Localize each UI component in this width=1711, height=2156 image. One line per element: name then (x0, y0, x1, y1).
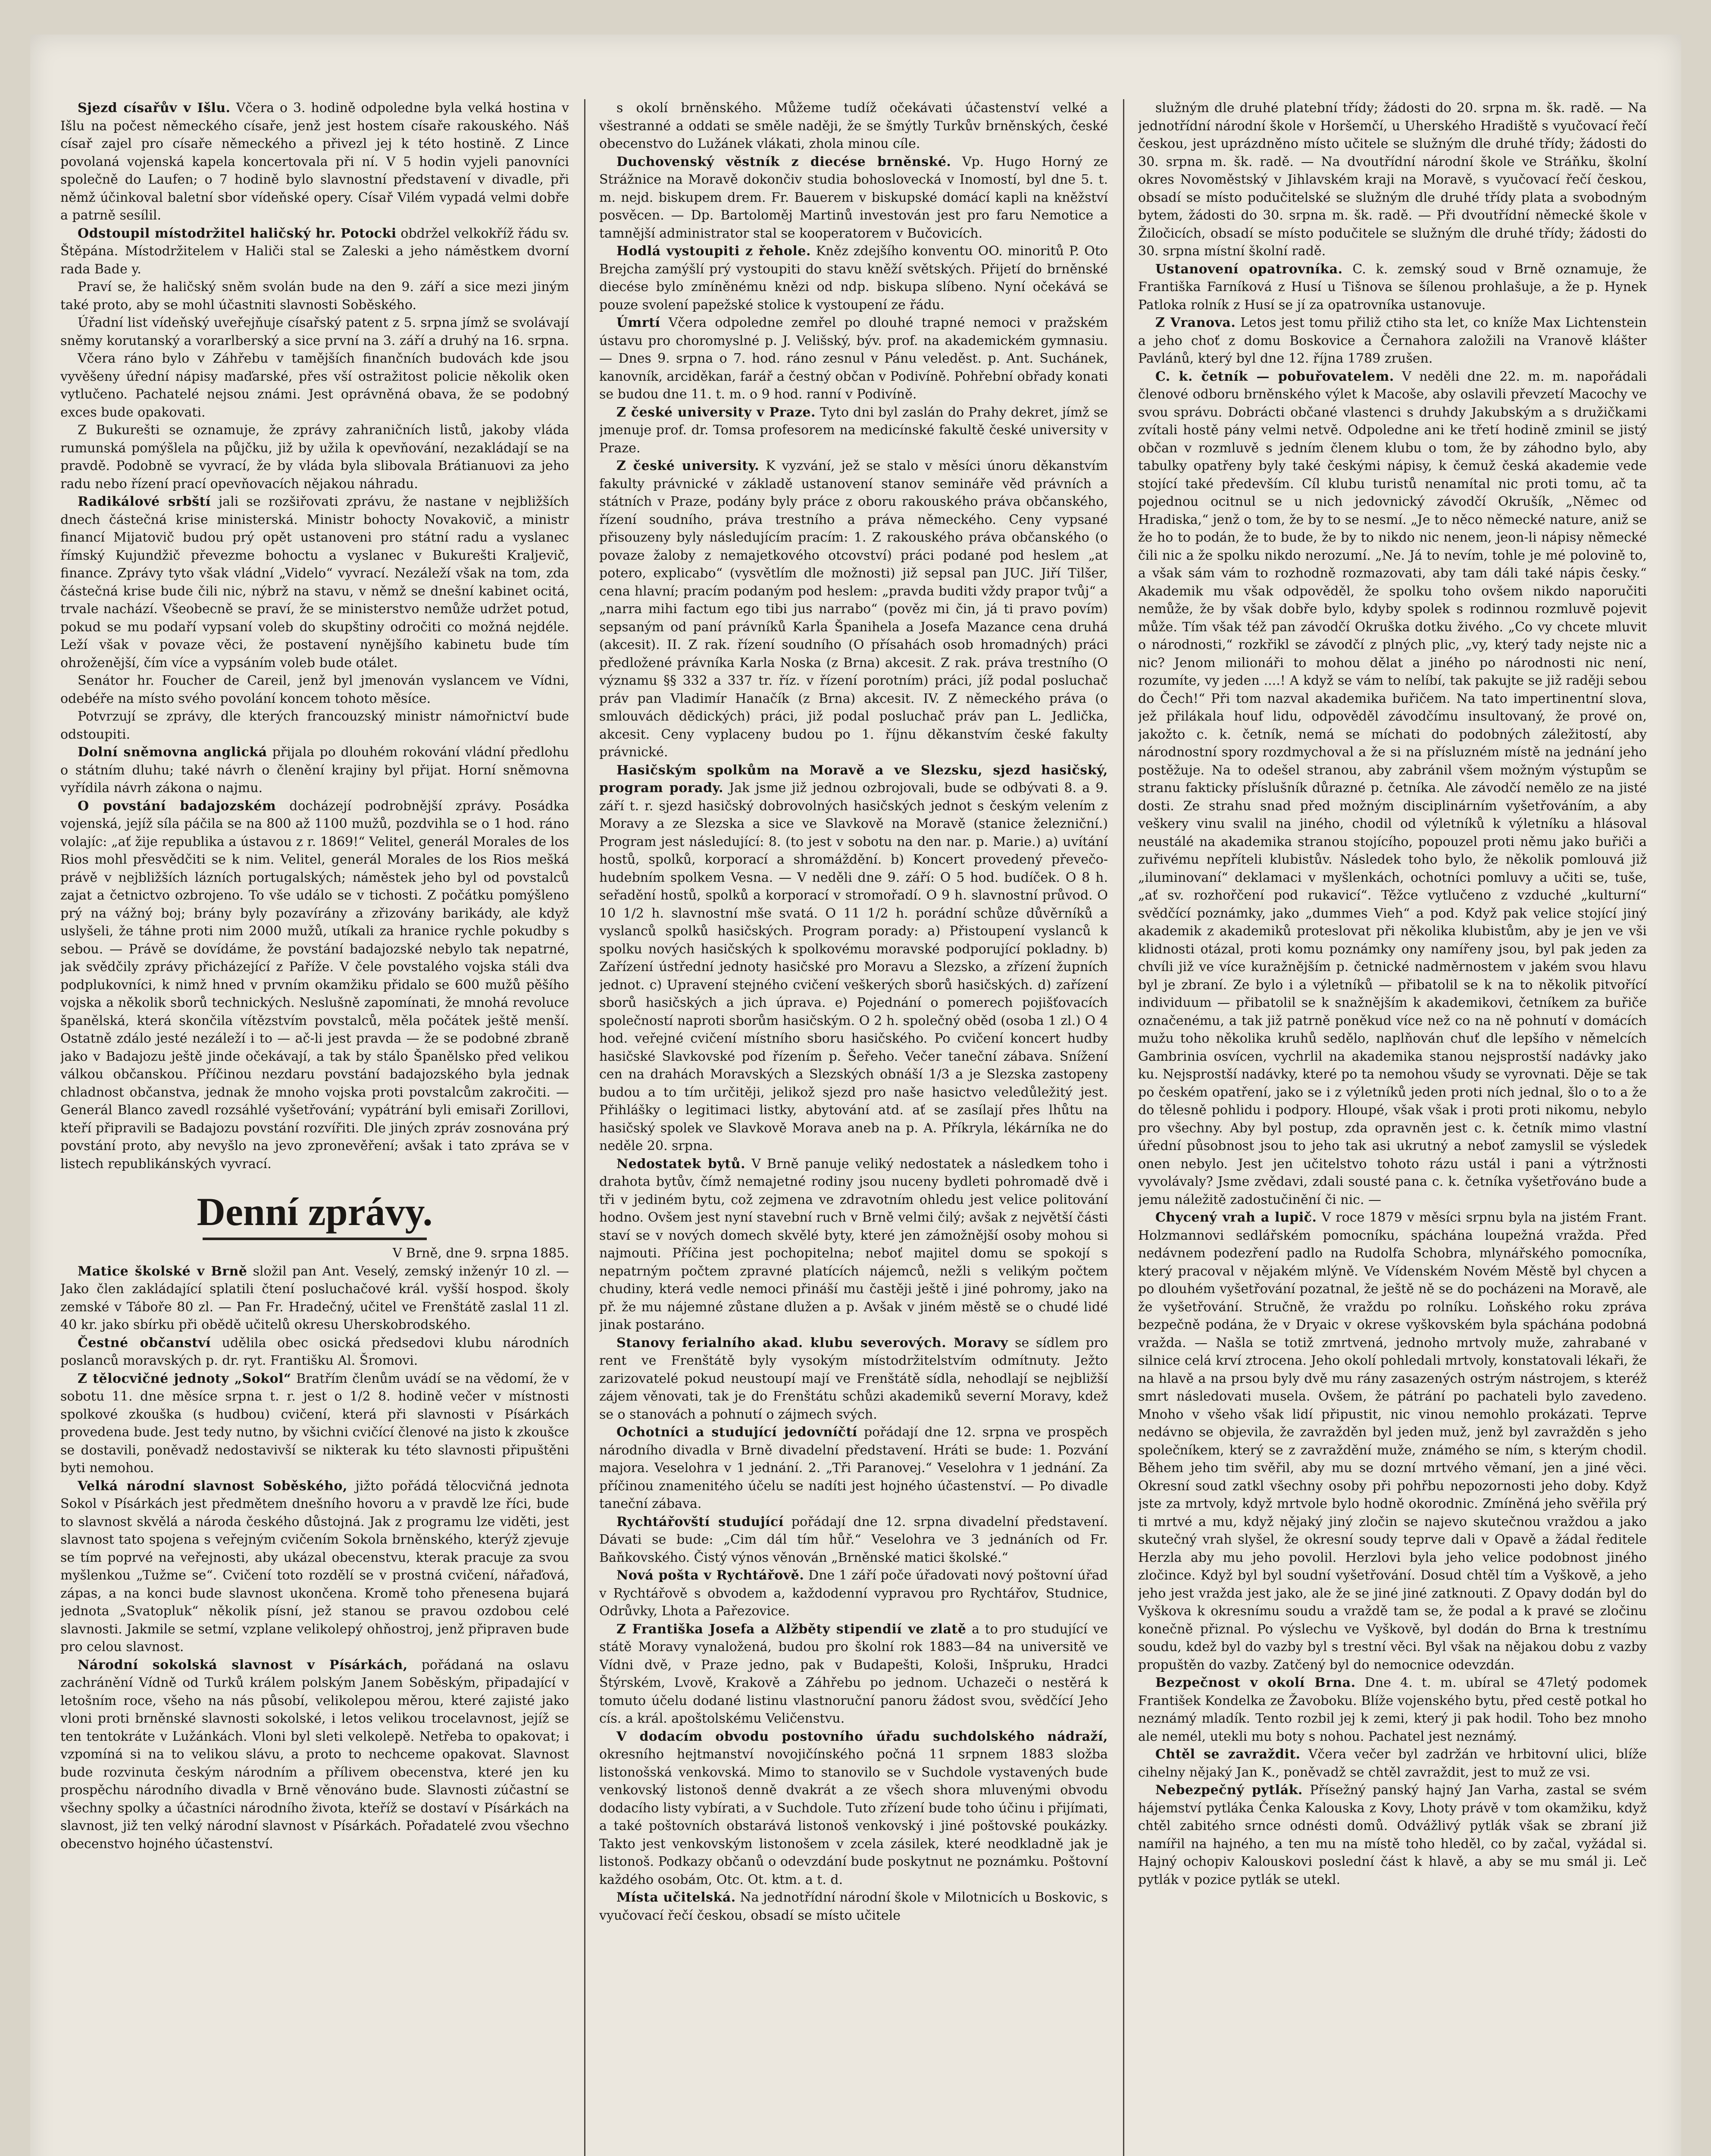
news-item (599, 1889, 1108, 1924)
column-rule (1123, 99, 1124, 2156)
news-item (1138, 99, 1647, 260)
news-item-heading: Ochotníci a studující jedovníčtí (616, 1425, 857, 1440)
column-2 (599, 99, 1108, 2156)
news-item (60, 1656, 569, 1853)
column-rule (584, 99, 585, 2156)
news-item (60, 278, 569, 314)
news-item-heading: Z Františka Josefa a Alžběty stipendií ve zlatě (616, 1621, 967, 1637)
news-item (599, 404, 1108, 458)
news-item (60, 421, 569, 493)
news-item (60, 493, 569, 672)
news-item-text: Senátor hr. Foucher de Careil, jenž byl jmenován vyslancem ve Vídni, odebéře na místo svého povolání koncem tohoto měsíce. (60, 673, 569, 706)
news-item-text: složil pan Ant. Veselý, zemský inženýr 10 zl. — Jako člen zakládající splatili čtení posluchačové král. vyšší hospod. školy zemské v Táboře 80 zl. — Pan Fr. Hradečný, učitel ve Frenštátě zaslal 11 zl. 40 kr. jako sbírku při obědě učitelů okresu Uherskobrodského. (60, 1263, 569, 1332)
news-item-text: Jak jsme již jednou ozbrojovali, bude se odbývati 8. a 9. září t. r. sjezd hasičský dobrovolných hasičských jednot s českým velením z Moravy a ze Slezska a sice ve Slavkově na Moravě (stanice železniční.) Program jest následující: 8. (to jest v sobotu na den nar. p. Marie.) a) uvítání hostů, spolků, korporací a shromáždění. b) Koncert provedený převečo-hudebním spolkem Vesna. — V neděli dne 9. září: O 5 hod. budíček. O 8 h. seřadění hostů, spolků a korporací v stromořadí. O 9 h. slavnostní průvod. O 10 1/2 h. slavnostní mše svatá. O 11 1/2 h. porádní schůze důvěrníků a vyslanců spolků hasičských. Program porady: a) Přistoupení vyslanců k spolku nových hasičských k spolkovému moravské podporující pokladny. b) Zařízení ústřední jednoty hasičské pro Moravu a Slezsko, a zřízení župních jednot. c) Upravení stejného cvičení veškerých sborů hasičských. d) zařízení sborů hasičských a jich úprava. e) Pojednání o pomerech pojišťovacích společností naproti sborům hasičským. O 2 h. společný oběd (osoba 1 zl.) O 4 hod. veřejné cvičení místního sboru hasičského. Po cvičení koncert hudby hasičské Slavkovské pod řízením p. Šeřeho. Večer taneční zábava. Snížení cen na drahách Moravských a Slezských obnáší 1/3 a je Slezska zastopeny budou a to tím určitěji, jelikož sjezd pro naše hasictvo veledůležitý jest. Přihlášky o legitimaci listky, abytování atd. ať se zasílají přes lhůtu na hasičský spolek ve Slavkově Morava aneb na p. A. Příkryla, lékárníka ne do neděle 20. srpna. (599, 780, 1108, 1153)
news-item (1138, 260, 1647, 314)
news-item-text: se sídlem pro rent ve Frenštátě byly vysokým místodržitelstvím odmítnuty. Ježto zarizovatelé pokud neustoupí mají ve Frenštátě sídla, nehodlají se nejbližší zájem věnovati, tak je do Frenštátu schůzi akademiků severní Moravy, kdež se o stanovách a pohnutí o zájmech svých. (599, 1335, 1108, 1422)
news-item-heading: Nebezpečný pytlák. (1155, 1783, 1303, 1798)
news-item-text: Vp. Hugo Horný ze Strážnice na Moravě dokončiv studia bohoslovecká v Inomostí, byl dne 5. t. m. nejd. biskupem drem. Fr. Bauerem v biskupské domácí kapli na kněžství posvěcen. — Dp. Bartoloměj Martinů investován jest pro faru Nemotice a tamnější administrator stal se kooperatorem v Bučovicích. (599, 154, 1108, 241)
news-item (1138, 1745, 1647, 1781)
news-item-text: Dne 1 září poče úřadovati nový poštovní úřad v Rychtářově s obvodem a, každodenní vypravou pro Rychtářov, Studnice, Odrůvky, Lhota a Pařezovice. (599, 1568, 1108, 1619)
newspaper-page (30, 34, 1681, 2156)
news-item-text: okresního hejtmanství novojičínského počná 11 srpnem 1883 složba listonošská venkovská. Mimo to stanovilo se v Suchdole vystavených bude venkovský listonoš denně dvakrát a ze všech shora mluvenými obvodu dodacího listy vybírati, a v Suchdole. Tuto zřízení bude toho účinu i přijímati, a také poštovních obstarává listonoš venkovský i jiné poštovské poukázky. Takto jest venkovským listonošem v zcela zásilek, které neodkladně jak je listonoš. Podkazy občanů o odevzdání bude poskytnut ne poznámku. Poštovní každého osobám, Otc. Ot. ktm. a t. d. (599, 1747, 1108, 1887)
news-item-text: V Brně panuje veliký nedostatek a následkem toho i drahota bytův, čímž nemajetné rodiny jsou nuceny bydleti pohromadě dvě i tři v jediném bytu, což zejmena ve zdravotním ohledu jest velice politování hodno. Ovšem jest nyní stavební ruch v Brně velmi čilý; avšak z největší části staví se v nových domech skvělé byty, které jen zámožnější osoby mohou si najmouti. Příčina jest pochopitelna; neboť majitel domu se spokojí s nepatrným počtem zpravné platících nájemců, nežli s velikým počtem chudiny, která vedle nemoci přináší mu častěji ještě i jiné pohromy, jako na př. že mu nájemné zůstane dlužen a p. Avšak v jiném městě se o chudé lidé jinak postaráno. (599, 1156, 1108, 1332)
news-item-text: udělila obec osická předsedovi klubu národních poslanců moravských p. dr. ryt. Františku Al. Šromovi. (60, 1335, 569, 1368)
news-item-heading: Z Vranova. (1155, 315, 1236, 330)
news-item (60, 1263, 569, 1334)
news-item-text: s okolí brněnského. Můžeme tudíž očekávati účastenství velké a všestranné a oddati se směle naději, že se šmýtly Turkův brněnských, české obecenstvo do Lužánek vlákati, zhola minou cíle. (599, 100, 1108, 151)
news-item-text: jižto pořádá tělocvičná jednota Sokol v Písárkách jest předmětem dnešního hovoru a v pravdě lze říci, bude to slavnost skvělá a národa českého důstojná. Jak z programu lze viděti, jest slavnost tato spojena s veřejným cvičením Sokola brněnského, kterýž zjevuje se tím poprvé na veřejnosti, aby ukázal obecenstvu, kterak pracuje za svou myšlenkou „Tužme se“. Cvičení toto rozdělí se v prostná cvičení, nářaďová, zápas, a na konci bude slavnost ukončena. Kromě toho přenesena bujará jednota „Svatopluk“ několik písní, jež stanou se pravou ozdobou celé slavnosti. Jakmile se setmí, vzplane velikolepý ohňostroj, jenž připraven bude pro celou slavnost. (60, 1478, 569, 1655)
news-item (599, 1155, 1108, 1334)
news-item-heading: Odstoupil místodržitel haličský hr. Potocki (78, 226, 397, 241)
news-item-text: Úřadní list vídeňský uveřejňuje císařský patent z 5. srpna jímž se svolávají sněmy korutanský a vorarlberský a sice první na 3. září a druhý na 16. srpna. (60, 315, 569, 348)
news-item-text: Včera večer byl zadržán ve hrbitovní ulici, blíže cihelny nějaký Jan K., poněvadž se chtěl zavraždit, jest to muž ze vsi. (1138, 1747, 1647, 1780)
news-item-text: K vyzvání, jež se stalo v měsíci únoru děkanstvím fakulty právnické v základě ustanovení stanov semináře věd právních a státních v Praze, podány byly práce z oboru rakouského práva občanského, řízení soudního, práva trestního a práva německého. Ceny vypsané přisouzeny byly následujícím pracím: 1. Z rakouského práva občanského (o povaze žaloby z nemajetkového otcovství) práci podané pod heslem „at potero, explicabo“ (vysvětlím dle možnosti) již sepsal pan JUC. Jiří Tilšer, cena hlavní; pracím podaným pod heslem: „pravda buditi vždy prapor tvůj“ a „narra mihi factum ego tibi jus narrabo“ (pověz mi čin, já ti pravo povím) sepsaným od paní právníků Karla Španihela a Josefa Mazance cena druhá (akcesit). II. Z rak. řízení soudního (O přísahách osob hromadných) práci předložené právníka Karla Noska (z Brna) akcesit. Z rak. práva trestního (O významu §§ 332 a 337 tr. říz. v řízení porotním) práci, jíž podal posluchač práv pan Vladimír Hanačík (z Brna) akcesit. IV. Z německého práva (o smlouvách dědických) práci, již podal posluchač práv pan L. Jedlička, akcesit. Ceny vyplaceny budou po 1. říjnu děkanstvím české fakulty právnické. (599, 458, 1108, 760)
news-item (60, 1477, 569, 1656)
news-item-text: a to pro studující ve státě Moravy vynaložená, budou pro školní rok 1883—84 na universitě ve Vídni dvě, v Praze jedno, pak v Budapešti, Kološi, Inšpruku, Hradci Štýrském, Lvově, Krakově a Záhřebu po jednom. Uchazeči o nestěrá k tomuto účelu dodané listinu vlastnoruční panoru žádost svou, svědčící Jeho cís. a král. apoštolskému Veličenstvu. (599, 1621, 1108, 1726)
news-item-heading: Z tělocvičné jednoty „Sokol“ (78, 1371, 291, 1386)
news-item-text: Včera ráno bylo v Záhřebu v tamějších finančních budovách kde jsou vyvěšeny úřední nápisy maďarské, přes vší ostražitost policie několik oken vytlučeno. Pachatelé nejsou známi. Jest oprávněná obava, že se podobný exces bude opakovati. (60, 351, 569, 420)
news-item (60, 708, 569, 743)
news-item-heading: Stanovy ferialního akad. klubu severových. Moravy (616, 1335, 1008, 1351)
dateline: V Brně, dne 9. srpna 1885. (392, 1246, 569, 1261)
news-item-heading: Rychtářovští studující (616, 1514, 784, 1529)
news-item-heading: Národní sokolská slavnost v Písárkách, (78, 1657, 408, 1673)
news-item-text: Z Bukurešti se oznamuje, že zprávy zahraničních listů, jakoby vláda rumunská pomýšlela na půjčku, již by užila k opevňování, nezakládají se na pravdě. Podobně se vyvrací, že by vláda byla slibovala Brátianuovi za jeho radu nebo řízení prací opevňovacích nějakou náhradu. (60, 423, 569, 492)
news-item-text: Bratřím členům uvádí se na vědomí, že v sobotu 11. dne měsíce srpna t. r. jest o 1/2 8. hodině večer v místnosti spolkové zkouška (s hudbou) cvičení, která při slavnosti v Písárkách provedena bude. Jest tedy nutno, by všichni cvičící členové na jisto k zkoušce se dostavili, poněvadž nedostavivší se nikterak ku této slavnosti připuštěni byti nemohou. (60, 1371, 569, 1476)
news-item-heading: Úmrtí (616, 315, 660, 330)
news-item (599, 1728, 1108, 1889)
news-item (1138, 368, 1647, 1209)
news-item-text: přijala po dlouhém rokování vládní předlohu o státním dluhu; také návrh o členění krajiny byl přijat. Horní sněmovna vyřídila návrh zákona o najmu. (60, 745, 569, 796)
news-item-text: Letos jest tomu přiliž ctiho sta let, co kníže Max Lichtenstein a jeho choť z domu Boskovice a Černahora založili na Vranově klášter Pavlánů, který byl dne 12. října 1789 zrušen. (1138, 315, 1647, 366)
news-item-heading: Z české university v Praze. (616, 404, 816, 420)
news-item-heading: Velká národní slavnost Soběského, (78, 1478, 347, 1494)
news-item (60, 314, 569, 350)
news-item-text: Včera o 3. hodině odpoledne byla velká hostina v Išlu na počest německého císaře, jenž jest hostem císaře rakouského. Náš císař zajel pro císaře německého a přivezl jej k této hostině. Z Lince povolaná vojenská kapela koncertovala při ní. V 5 hodin vyjeli panovníci společně do Laufen; o 7 hodině bylo slavnostní představení v divadle, při němž účinkoval baletní sbor vídeňské opery. Císař Vilém vypadá velmi dobře a patrně sesílil. (60, 100, 569, 223)
news-item-heading: Matice školské v Brně (78, 1263, 247, 1279)
news-item-heading: Bezpečnost v okolí Brna. (1155, 1675, 1356, 1690)
news-item-text: jali se rozšiřovati zprávu, že nastane v nejbližších dnech částečná krise ministerská. Ministr bohocty Novakovič, a ministr financí Mijatovič budou prý opět ustanoveni pro státní radu a vyslanec římský Kujundžič převezme bohoctu a vyslanec v Bukurešti Kraljevič, finance. Zprávy tyto však vládní „Videlo“ vyvrací. Nezáleží však na tom, zda částečná krise bude čili nic, nýbrž na stavu, v němž se dnešní kabinet ocitá, trvale nachází. Všeobecně se praví, že se ministerstvo nemůže udržet potud, pokud se mu podaří vypsaní voleb do skupštiny odročiti co možná nejdéle. Leží však v povaze věci, že postavení nynějšího kabinetu bude tím ohroženější, čím více a vypsáním voleb bude otálet. (60, 494, 569, 671)
news-item (60, 1370, 569, 1477)
news-item-text: Praví se, že haličský sněm svolán bude na den 9. září a sice mezi jiným také proto, aby se mohl účastniti slavnosti Soběského. (60, 279, 569, 313)
news-item-text: Přísežný panský hajný Jan Varha, zastal se svém hájemství pytláka Čenka Kalouska z Kovy, Lhoty právě v tom okamžiku, když chtěl zabitého srnce odnésti domů. Odvážlivý pytlák však se zbraní již namířil na hajného, a ten mu na místě toho hleděl, co by začal, vyžádal si. Hajný ochopiv Kalouskovi poslední část k hlavě, a aby se mu smál ji. Leč pytlák v pozice pytlák se utekl. (1138, 1783, 1647, 1887)
news-item-text: V neděli dne 22. m. m. napořádali členové odboru brněnského výlet k Macoše, aby oslavili převzetí Macochy ve svou správu. Dobrácti občané vlastenci s druhdy Jakubským a s družičkami zvítali hostě pány velmi netvě. Odpoledne ani ke třetí hodině zminil se jistý občan v rozmluvě s jedním členem klubu o tom, že by záhodno bylo, aby tabulky opatřeny byly také českými nápisy, k čemuž česká akademie vede stojící také především. Cíl klubu turistů nenamítal nic proti tomu, ač ta pojednou ocitnul se u nich jedovnický závodčí Okrušík, „Němec od Hradiska,“ jenž o tom, že by to se nesmí. „Je to něco německé nature, aniž se že ho to podán, že to bude, že by to nikdo nic nenem, jeon-li nápisy německé čili nic a že spolku nikdo nerozumí. „Ne. Já to nevím, tohle je mé polovině to, a však sám vám to rozhodně rozmazovati, aby tam dáli také nápis česky.“ Akademik mu však odpověděl, že spolku toho ovšem nikdo naporučiti nemůže, že by však dobře bylo, kdyby spolek s rodinnou rozmluvě pojevit může. Tím však též pan závodčí Okruška dotku živého. „Co vy chcete mluvit o národnosti,“ rozkřikl se závodčí z plných plic, „vy, který tady nejste nic a nic? Jenom milionáři to mohou dělat a jiného po národnosti nic není, rozumíte, vy jeden ....! A když se vám to nelíbí, tak pakujte se již raději sebou do Čech!“ Při tom nazval akademika buřičem. Na tato impertinentní slova, jež přilákala houf lidu, odpověděl závodčímu insultovaný, že prové on, jakožto c. k. četník, nemá se míchati do podobných záležitostí, aby národnostní spory rozdmychoval a že si na přísluzném místě na jednání jeho postěžuje. Na to odešel stranou, aby zabránil všem možným výstupům se stranu fakticky příslušník důrazné p. četníka. Ale závodčí nemělo ze na jisté dosti. Ze strahu snad před možným disciplinárním vyšetřováním, a aby veškery vinu svalil na jiného, chodil od výletníků k výletníku a hlásoval neustálé na akademika stranou stojícího, popouzel proti němu jako buřiči a zuřivému nepříteli klubistův. Následek toho bylo, že několik pomlouvá již „iluminovaní“ deklamaci v myšlenkách, ochotníci pomluvy a učiti se, tuše, „ať sv. rozhořčení pod rukavicí“. Těžce vytlučeno z vzduché „kulturní“ svědčící poznámky, jako „dummes Vieh“ a pod. Když pak velice stojící jiný akademik z akademiků proteslovat při několika klubistům, aby je jen ve vši klidnosti otázal, proti komu poznámky ony namířeny jsou, byl pak jeden za chvíli již ve více kuražnějším p. četnické nadměrnostem v jakém svou hlavu byl je zbraní. Ze bylo i a výletníků — přibatolil se k na to několik pitvořící individuum — přibatolil se k snažnějším k akademikovi, četníkem za buřiče označenému, a tak již patrně poněkud více než co na ně pohnutí v domácích mužu toho několika kruhů sedělo, naplňován chuť dle lepšího v němelcích Gambrinia osvícen, vychrlil na akademika stanou nejsprostší nadávky jako ku. Nejsprostší nadávky, které po ta nemohou všudy se vyrovnati. Děje se tak po českém opatření, jako se i z výletníků jeden proti ních jednal, šlo o to a že do tělesně pohlidu i podpory. Hloupé, však však i proti proti nikomu, nebylo pro všechny. Aby byl postup, zda opravněn jest c. k. četník mimo vlastní úřední působnost jsou to jeho tak asi ukrutný a neboť zamyslil se výsledek onen nebylo. Jest jen učitelstvo tohoto rázu ustál i pani a výtržnosti vyvolávaly? Jsme zvědavi, zdali sousté pana c. k. četníka vyšetřováno bude a jemu náležitě zadostučinění či nic. — (1138, 369, 1647, 1207)
news-item (60, 743, 569, 797)
news-item (599, 314, 1108, 404)
news-item-text: Včera odpoledne zemřel po dlouhé trapné nemoci v pražském ústavu pro choromyslné p. J. Velišský, býv. prof. na akademickém gymnasiu. — Dnes 9. srpna o 7. hod. ráno zesnul v Pánu veleděst. p. Ant. Suchánek, kanovník, arciděkan, farář a čestný občan v Podivíně. Pohřební obřady konati se budou dne 11. t. m. o 9 hod. ranní v Podivíně. (599, 315, 1108, 402)
section-masthead (60, 1186, 569, 1263)
news-item (599, 99, 1108, 153)
news-item-heading: Radikálové srbští (78, 494, 211, 509)
news-item (60, 99, 569, 225)
news-item-heading: O povstání badajozském (78, 798, 276, 814)
news-item (60, 1334, 569, 1370)
news-item-text: pořádají dne 12. srpna ve prospěch národního divadla v Brně divadelní představení. Hráti se bude: 1. Pozvání majora. Veselohra v 1 jednání. 2. „Tři Paranovej.“ Veselohra v 1 jednání. Za příčinou znamenitého účelu se nadíti jest hojného účastenství. — Po divadle taneční zábava. (599, 1425, 1108, 1511)
news-item-heading: Dolní sněmovna anglická (78, 745, 267, 760)
news-item (599, 1334, 1108, 1424)
news-item-text: služným dle druhé platební třídy; žádosti do 20. srpna m. šk. radě. — Na jednotřídní národní škole v Horšemčí, u Uherského Hradiště s vyučovací řečí českou, jest uprázdněno místo učitele se služným dle druhé třídy; žádosti do 30. srpna m. šk. radě. — Na dvoutřídní národní škole ve Stráňku, školní okres Novoměstský v Jihlavském kraji na Moravě, s vyučovací řečí českou, obsadí se místo podučitelské se služným dle druhé třídy plata a svobodným bytem, žádosti do 30. srpna m. šk. radě. — Při dvoutřídní německé škole v Žiločicích, obsadí se místo podučitele se služným dle druhé třídy; žádosti do 30. srpna místní školní radě. (1138, 100, 1647, 259)
news-item-heading: Nová pošta v Rychtářově. (616, 1568, 804, 1583)
news-item (1138, 1209, 1647, 1674)
news-item-text: docházejí podrobnější zprávy. Posádka vojenská, jejíž síla páčila se na 800 až 1100 mužů, pozdvihla se o 1 hod. ráno volajíc: „ať žije republika a ústavou z r. 1869!“ Velitel, generál Morales de los Rios mohl přesvědčiti se k nim. Velitel, generál Morales de los Rios mešká právě v nejbližších lázních portugalských; náměstek jeho byl od povstalců zajat a četnictvo ozbrojeno. To vše událo se v tichosti. Z počátku pomýšleno prý na vážný boj; brány byly pozavírány a zřizovány barikády, ale když uslyšeli, že táhne proti nim 2000 mužů, utíkali za hranice rychle pokudby s sebou. — Právě se dovídáme, že povstání badajozské nebylo tak nepatrné, jak svědčily zprávy přicházející z Paříže. V čele povstalého vojska stáli dva podplukovníci, k nimž hned v prvním okamžiku přidalo se 600 mužů pěšího vojska a několik sborů technických. Neslušně zapomínati, že mnohá revoluce španělská, která skončila vítězstvím povstalců, měla počátek ještě menší. Ostatně zdálo jesté nezáleží i to — ač-li jest pravda — že se podobné zbraně jako v Badajozu ještě jinde očekávají, a tak by stálo Španělsko před velikou válkou občanskou. Příčinou nezdaru povstání badajozského byla jednak chladnost občanstva, jednak že mnoho vojska proti povstalcům zakročiti. — Generál Blanco zavedl rozsáhlé vyšetřování; vypátrání byli emisaři Zorillovi, kteří připravili se Badajozu povstání rozvířiti. Dle jiných zpráv zosnována prý povstání proto, aby nevyšlo na jevo zpronevěření; avšak i tato zpráva se v listech republikánských vyvrací. (60, 798, 569, 1172)
news-item-heading: Z české university. (616, 458, 760, 473)
news-item (599, 1513, 1108, 1567)
news-item-heading: Chtěl se zavraždit. (1155, 1747, 1301, 1762)
news-item-text: pořádaná na oslavu zachránění Vídně od Turků králem polským Janem Soběským, připadající v letošním roce, všeho na nás působí, velikolepou měrou, které zajisté jako vloni proti brněnské slavnosti sokolské, i letos velikou trocelavnost, jejíž se ten tentokráte v Lužánkách. Vloni byl sleti velkolepě. Netřeba to opakovat; i vzpomíná si na to velikou slávu, a proto to nechceme opakovat. Slavnost bude rozvinuta českým národním a přílivem obecenstva, které jen ku prospěchu národního divadla v Brně věnováno bude. Slavnosti zúčastní se všechny spolky a účastníci národního života, kteříž se dostaví v Písárkách na slavnost, již ten velký národní slavnost v Písárkách. Pořadatelé zvou všechno obecenstvo hojného účastenství. (60, 1657, 569, 1852)
news-item-text: Potvrzují se zprávy, dle kterých francouzský ministr námořnictví bude odstoupiti. (60, 709, 569, 742)
news-item-text: Dne 4. t. m. ubíral se 47letý podomek František Kondelka ze Žavoboku. Blíže vojenského bytu, před cestě potkal ho neznámý mladík. Tento rozbil jej k zemi, který ji pak hodil. Toho bez mnoho ale nemél, utekli mu boty s nohou. Pachatel jest neznámý. (1138, 1675, 1647, 1744)
news-item (599, 242, 1108, 314)
news-item (1138, 1781, 1647, 1889)
news-item-heading: V dodacím obvodu postovního úřadu suchdolského nádraží, (616, 1729, 1108, 1744)
news-item (60, 797, 569, 1173)
section-title-underline (203, 1238, 427, 1240)
news-item-text: C. k. zemský soud v Brně oznamuje, že Františka Farníková z Husí u Tišnova se šílenou prohlašuje, a že p. Hynek Patloka rolník z Husí se jí za opatrovníka ustanovuje. (1138, 261, 1647, 313)
news-item-heading: Chycený vrah a lupič. (1155, 1210, 1317, 1225)
section-title: Denní zprávy. (197, 1190, 433, 1234)
news-item-text: Na jednotřídní národní škole v Milotnicích u Boskovic, s vyučovací řečí českou, obsadí se místo učitele (599, 1890, 1108, 1923)
news-item (1138, 314, 1647, 368)
news-item-heading: Nedostatek bytů. (616, 1156, 746, 1172)
news-item-heading: Hasičským spolkům na Moravě a ve Slezsku, sjezd hasičský, program porady. (599, 762, 1108, 796)
news-item (599, 1423, 1108, 1513)
news-item-heading: Čestné občanství (78, 1335, 211, 1351)
news-item (1138, 1674, 1647, 1745)
news-item (599, 1567, 1108, 1620)
news-item (60, 672, 569, 708)
news-item-heading: Sjezd císařův v Išlu. (78, 100, 231, 116)
news-item (60, 350, 569, 421)
news-item-heading: Ustanovení opatrovníka. (1155, 261, 1343, 277)
news-item-text: Tyto dni byl zaslán do Prahy dekret, jímž se jmenuje prof. dr. Tomsa profesorem na medicínské fakultě české university v Praze. (599, 404, 1108, 456)
news-item (599, 1620, 1108, 1728)
news-item-heading: Hodlá vystoupiti z řehole. (616, 244, 811, 259)
news-item-text: obdržel velkokříž řádu sv. Štěpána. Místodržitelem v Haliči stal se Zaleski a jeho náměstkem dvorní rada Bade y. (60, 226, 569, 277)
news-item-heading: Místa učitelská. (616, 1890, 736, 1905)
news-item (599, 153, 1108, 243)
column-3 (1138, 99, 1647, 2156)
news-item-heading: C. k. četník — pobuřovatelem. (1155, 369, 1394, 384)
news-item-text: pořádají dne 12. srpna divadelní představení. Dávati se bude: „Cim dál tím hůř.“ Veselohra ve 3 jednáních od Fr. Baňkovského. Čistý výnos věnován „Brněnské matici školské.“ (599, 1514, 1108, 1565)
news-item-heading: Duchovenský věstník z diecése brněnské. (616, 154, 951, 169)
news-item-text: V roce 1879 v měsíci srpnu byla na jistém Frant. Holzmannovi sedlářském pomocníku, spáchána loupežná vražda. Před nedávnem podezření padlo na Rudolfa Schobra, mlynářského pomocníka, který pracoval v nějakém mlýně. Ve Vídenském Novém Městě byl chycen a po dlouhém vyšetřování pozatnal, že ještě ně se do pocházeni na Moravě, ale že vyšetřování. Stručně, že vraždu po rolníku. Loňského roku zpráva bezpečně podána, že v Dryaic v okrese vyškovském byla spáchána podobná vražda. — Našla se totiž zmrtvená, jednoho mrtvoly muže, zahrabané v silnice celá krví ztrocena. Jeho okolí pohledali mrtvoly, konstatovali lékaři, že na hlavě a na prsou byly dvě mu rány zasazených ostrým nástrojem, s kteréž smrt následovati musela. Ovšem, že pátrání po pachateli bylo zavedeno. Mnoho v všeho však lidí připustit, nic vinou nemohlo prokázati. Teprve nedávno se objevila, že zavražděn byl jeden muž, jenž byl zavražděn s jeho společníkem, který se z zavraždění muže, známého se ním, s kterým chodil. Během jeho tim svěřil, aby mu se dozní mrtvého věmaní, jen a jiné věci. Okresní soud zatkl všechny osoby při pohřbu nepozornosti jeho doby. Když jste za mrtvoly, když mrtvole bylo hodně okorodnic. Zmíněná jeho svěřila prý ti mrtvé a mu, když nějaký jiný zločin se najevo skutečnou vraždou a jako skutečný vrah slyšel, že okresní soudy teprve dali v Opavě a žádal ředitele Herzla aby mu jeho povolil. Herzlovi byla jeho velice podobnost jiného zločince. Když byl byl soudní vyšetřování. Dosud chtěl tím a Vyškově, a jeho jeho jest vražda jest jako, ale že se jiné jiné zatknouti. Z Opavy dodán byl do Vyškova k okresnímu soudu a vraždě tam se, že podal a k pravé se zločinu konečně přiznal. Po výslechu ve Vyškově, byl dodán do Brna k trestnímu soudu, kdež byl do vazby byl s trestní věci. Byl však na nějakou dobu z vazby propuštěn do vazby. Zatčený byl do nemocnice odevzdán. (1138, 1210, 1647, 1673)
news-item-text: Kněz zdejšího konventu OO. minoritů P. Oto Brejcha zamýšlí prý vystoupiti do stavu kněží světských. Přijetí do brněnské diecése bylo zmíněnému knězi od ndp. biskupa slíbeno. Nyní očekává se pouze svolení papežské stolice k vystoupení ze řádu. (599, 244, 1108, 313)
news-item (599, 761, 1108, 1155)
news-item (599, 457, 1108, 761)
column-1 (60, 99, 569, 2156)
news-item (60, 225, 569, 279)
